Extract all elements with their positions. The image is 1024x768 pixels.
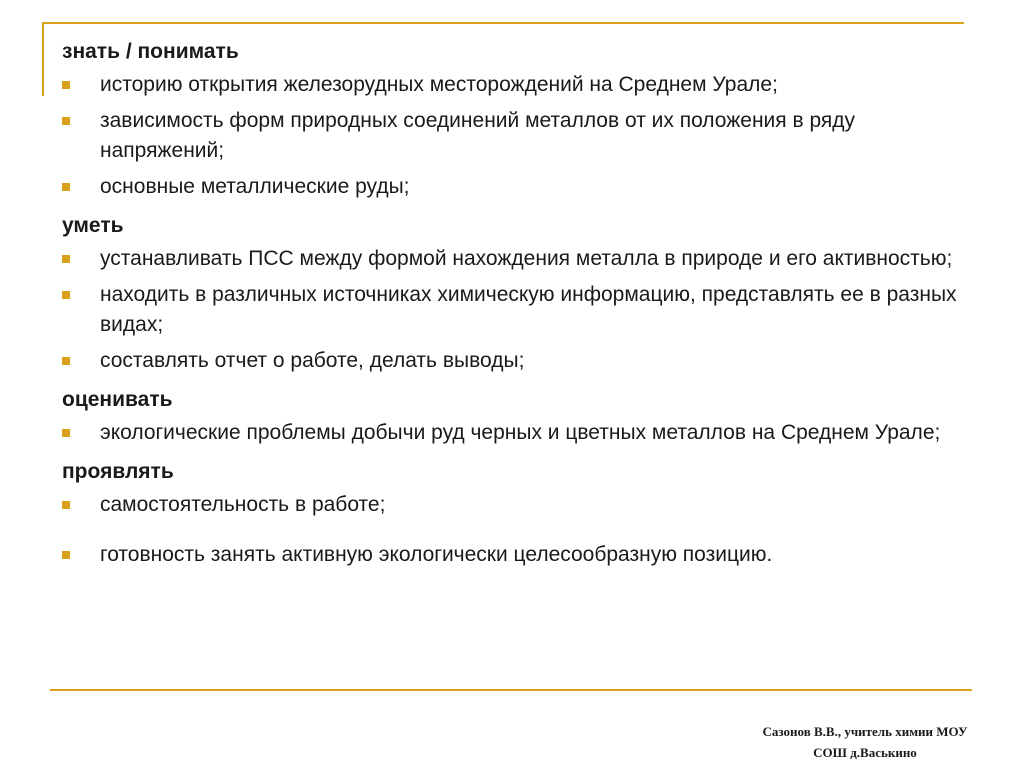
section-heading-show: проявлять [62, 460, 174, 483]
list-item [62, 418, 972, 448]
list-item-text: находить в различных источниках химическую информацию, представлять ее в разных видах; [100, 283, 957, 336]
square-bullet-icon [62, 551, 70, 559]
section-heading-know: знать / понимать [62, 40, 239, 63]
list-item-text: составлять отчет о работе, делать выводы; [100, 349, 525, 372]
bottom-rule [50, 689, 972, 691]
list-item-text: зависимость форм природных соединений металлов от их положения в ряду напряжений; [100, 109, 856, 162]
author-footer [720, 721, 1010, 763]
list-item-text: готовность занять активную экологически целесообразную позицию. [100, 543, 773, 566]
list-item [62, 280, 972, 340]
top-rule [42, 22, 964, 24]
list-item-text: историю открытия железорудных месторождений на Среднем Урале; [100, 73, 778, 96]
footer-line-1: Сазонов В.В., учитель химии МОУ [762, 724, 968, 739]
list-item-text: устанавливать ПСС между формой нахождения металла в природе и его активностью; [100, 247, 953, 270]
list-item [62, 172, 972, 202]
list-item [62, 244, 972, 274]
square-bullet-icon [62, 81, 70, 89]
footer-line-2: СОШ д.Васькино [813, 745, 917, 760]
square-bullet-icon [62, 255, 70, 263]
square-bullet-icon [62, 291, 70, 299]
square-bullet-icon [62, 117, 70, 125]
square-bullet-icon [62, 183, 70, 191]
list-item-text: самостоятельность в работе; [100, 493, 386, 516]
list-item-text: основные металлические руды; [100, 175, 410, 198]
square-bullet-icon [62, 501, 70, 509]
left-rule [42, 22, 44, 96]
list-item [62, 490, 972, 520]
square-bullet-icon [62, 357, 70, 365]
slide-content [62, 38, 972, 576]
list-item [62, 540, 972, 570]
section-heading-skills: уметь [62, 214, 124, 237]
list-item [62, 346, 972, 376]
list-item [62, 106, 972, 166]
list-item-text: экологические проблемы добычи руд черных и цветных металлов на Среднем Урале; [100, 421, 941, 444]
list-item [62, 70, 972, 100]
square-bullet-icon [62, 429, 70, 437]
section-heading-evaluate: оценивать [62, 388, 173, 411]
